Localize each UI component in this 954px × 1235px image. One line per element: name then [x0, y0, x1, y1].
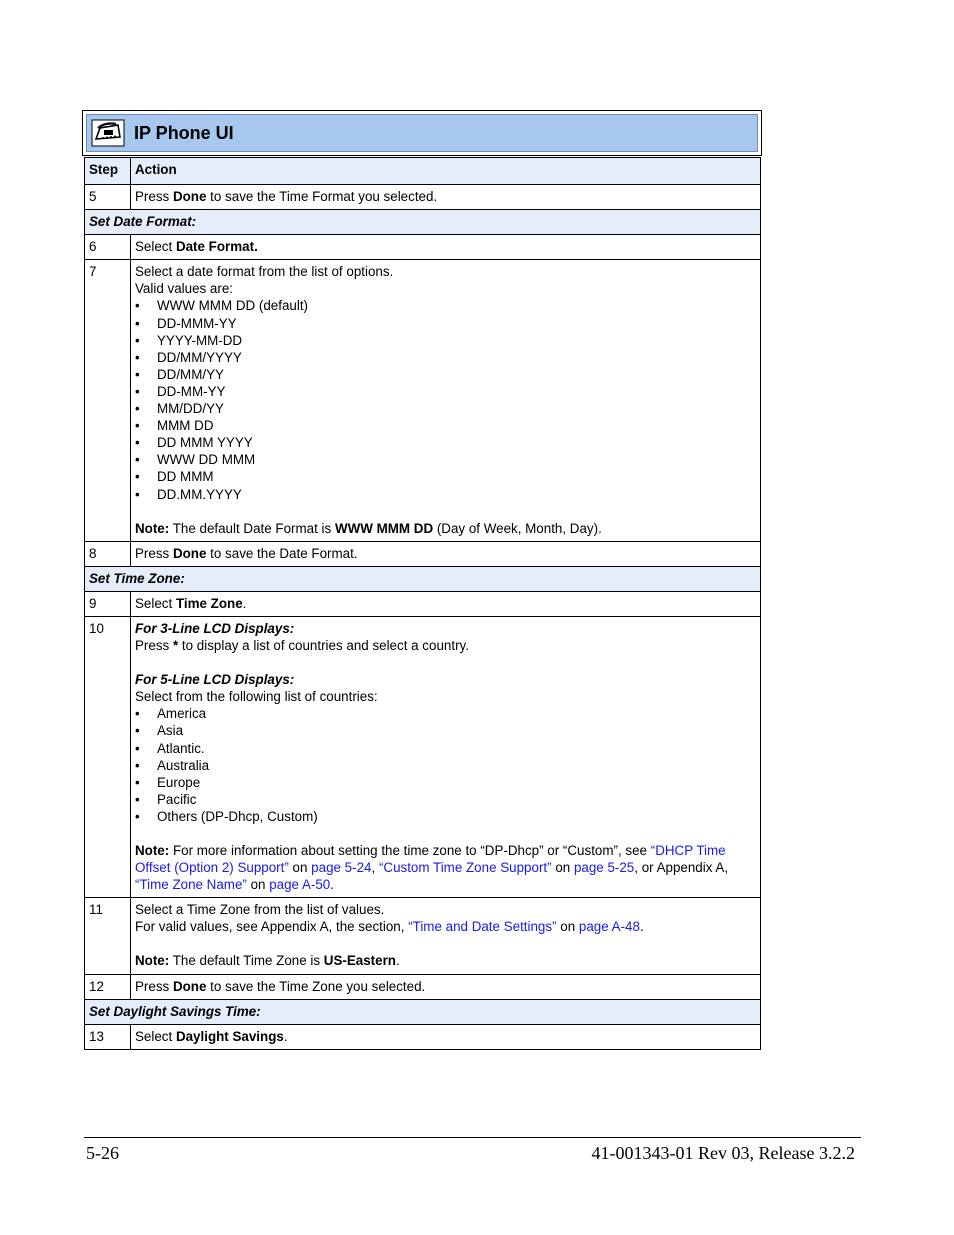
banner [86, 114, 758, 152]
list-item: • MMM DD [135, 417, 756, 434]
step-action: Select a Time Zone from the list of values. For valid values, see Appendix A, the section, “Time and Date Settings” on page A-48. Note: The default Time Zone is US-Eastern. [131, 898, 761, 974]
step-number: 12 [85, 974, 131, 999]
date-format-list [135, 297, 756, 502]
list-item: • DD/MM/YYYY [135, 349, 756, 366]
phone-icon [90, 118, 126, 148]
link-page-5-25[interactable]: page 5-25 [573, 860, 635, 876]
list-item: • America [135, 705, 756, 722]
link-dhcp-time-offset[interactable]: “DHCP Time Offset (Option 2) Support” [135, 843, 726, 876]
table-row [85, 235, 761, 260]
list-item: • YYYY-MM-DD [135, 332, 756, 349]
banner-frame [82, 110, 762, 156]
list-item: • DD MMM [135, 468, 756, 485]
step-number: 11 [85, 898, 131, 974]
list-item: • WWW DD MMM [135, 451, 756, 468]
list-item: • Pacific [135, 791, 756, 808]
country-list [135, 705, 756, 825]
section-title: Set Daylight Savings Time: [85, 999, 761, 1024]
list-item: • Others (DP-Dhcp, Custom) [135, 808, 756, 825]
subheading: For 5-Line LCD Displays: [135, 672, 295, 688]
table-header [85, 158, 761, 185]
list-item: • DD/MM/YY [135, 366, 756, 383]
step-number: 10 [85, 616, 131, 897]
link-page-5-24[interactable]: page 5-24 [311, 860, 372, 876]
section-title: Set Date Format: [85, 210, 761, 235]
list-item: • Australia [135, 757, 756, 774]
list-item: • Atlantic. [135, 740, 756, 757]
step-action: Select Daylight Savings. [131, 1024, 761, 1049]
link-page-a-50[interactable]: page A-50 [269, 877, 331, 893]
list-item: • Europe [135, 774, 756, 791]
page-number: 5-26 [86, 1143, 119, 1163]
table-row [85, 616, 761, 897]
step-action: Select a date format from the list of options. Valid values are: • WWW MMM DD (default) • DD-MMM-YY • YYYY-MM-DD • DD/MM/YYYY • DD/MM/YY • DD-MM-YY • MM/DD/YY • MMM DD • DD MMM YYYY • WWW DD MMM • DD MMM • DD.MM.YYYY Note: The default Date Format is WWW MMM DD (Day of Week, Month, Day). [131, 260, 761, 541]
steps-table [84, 157, 761, 1050]
step-number: 7 [85, 260, 131, 541]
list-item: • DD-MM-YY [135, 383, 756, 400]
table-row [85, 974, 761, 999]
step-number: 5 [85, 185, 131, 210]
step-number: 9 [85, 591, 131, 616]
section-row [85, 999, 761, 1024]
header-action: Action [131, 158, 761, 185]
section-row [85, 566, 761, 591]
footer-divider [84, 1137, 861, 1138]
section-title: Set Time Zone: [85, 566, 761, 591]
step-action: Press Done to save the Date Format. [131, 541, 761, 566]
link-time-date-settings[interactable]: “Time and Date Settings” [408, 919, 557, 935]
table-row [85, 898, 761, 974]
table-row [85, 541, 761, 566]
section-row [85, 210, 761, 235]
step-action: Press Done to save the Time Format you selected. [131, 185, 761, 210]
step-number: 8 [85, 541, 131, 566]
list-item: • DD.MM.YYYY [135, 486, 756, 503]
step-action: For 3-Line LCD Displays: Press * to display a list of countries and select a country. For 5-Line LCD Displays: Select from the following list of countries: • America • Asia • Atlantic. • Australia • Europe • Pacific • Others (DP-Dhcp, Custom) Note: For more information about setting the time zone to “DP-Dhcp” or “Custom”, see “DHCP Time Offset (Option 2) Support” on page 5-24, “Custom Time Zone Support” on page 5-25, or Appendix A, “Time Zone Name” on page A-50. [131, 616, 761, 897]
banner-title: IP Phone UI [134, 122, 234, 143]
table-row [85, 591, 761, 616]
note: Note: The default Date Format is WWW MMM DD (Day of Week, Month, Day). [135, 520, 602, 536]
table-row [85, 185, 761, 210]
link-page-a-48[interactable]: page A-48 [578, 919, 640, 935]
step-action: Select Date Format. [131, 235, 761, 260]
table-row [85, 260, 761, 541]
list-item: • DD-MMM-YY [135, 315, 756, 332]
step-number: 6 [85, 235, 131, 260]
list-item: • MM/DD/YY [135, 400, 756, 417]
table-row [85, 1024, 761, 1049]
step-action: Select Time Zone. [131, 591, 761, 616]
list-item: • DD MMM YYYY [135, 434, 756, 451]
step-action: Press Done to save the Time Zone you selected. [131, 974, 761, 999]
subheading: For 3-Line LCD Displays: [135, 620, 295, 636]
header-step: Step [85, 158, 131, 185]
list-item: • Asia [135, 722, 756, 739]
note: Note: For more information about setting the time zone to “DP-Dhcp” or “Custom”, see “DHCP Time Offset (Option 2) Support” on page 5-24, “Custom Time Zone Support” on page 5-25, or Appendix A, “Time Zone Name” on page A-50. [135, 843, 729, 893]
list-item: • WWW MMM DD (default) [135, 297, 756, 314]
link-custom-time-zone[interactable]: “Custom Time Zone Support” [378, 860, 552, 876]
document-id: 41-001343-01 Rev 03, Release 3.2.2 [591, 1143, 855, 1163]
note: Note: The default Time Zone is US-Eastern. [135, 953, 400, 969]
step-number: 13 [85, 1024, 131, 1049]
link-time-zone-name[interactable]: “Time Zone Name” [135, 877, 247, 893]
